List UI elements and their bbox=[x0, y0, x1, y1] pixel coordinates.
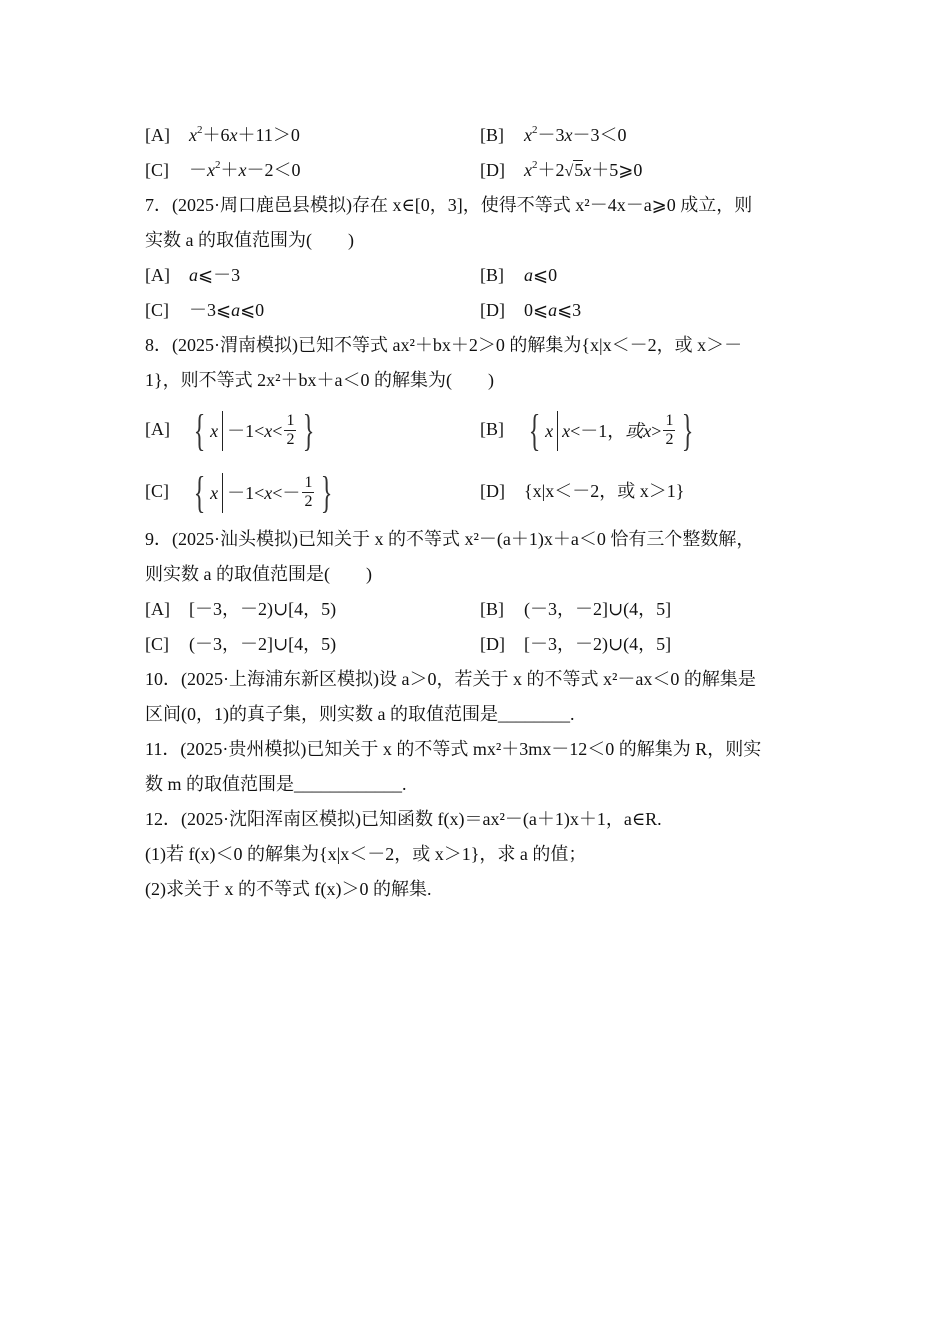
q7-option-b[interactable] bbox=[480, 258, 557, 293]
option-text: －3⩽a⩽0 bbox=[189, 300, 265, 320]
q9-options-row-1 bbox=[145, 592, 810, 627]
option-text: $-x^2+x-2<0$ bbox=[189, 159, 301, 180]
option-label: [D] bbox=[480, 160, 505, 180]
q12-part-1-text: (1)若 f(x)＜0 的解集为{x|x＜－2，或 x＞1}，求 a 的值； bbox=[145, 844, 587, 864]
option-text: (－3，－2]∪[4，5) bbox=[189, 634, 337, 654]
q6-option-b[interactable] bbox=[480, 118, 627, 153]
option-label: [A] bbox=[145, 419, 170, 439]
q8-option-d[interactable] bbox=[480, 460, 684, 522]
document-page bbox=[145, 118, 810, 907]
q11-stem-text-2: 数 m 的取值范围是____________. bbox=[145, 774, 407, 794]
q12-part-2-text: (2)求关于 x 的不等式 f(x)＞0 的解集. bbox=[145, 879, 432, 899]
q8-stem-line-1 bbox=[145, 328, 810, 363]
option-label: [D] bbox=[480, 300, 505, 320]
q12-stem-line-1 bbox=[145, 802, 810, 837]
option-label: [A] bbox=[145, 599, 170, 619]
q6-option-c[interactable] bbox=[145, 153, 301, 188]
q11-stem-text: 11．(2025·贵州模拟)已知关于 x 的不等式 mx²＋3mx－12＜0 的解集为 R，则实 bbox=[145, 739, 762, 759]
q10-stem-text-2: 区间(0，1)的真子集，则实数 a 的取值范围是________. bbox=[145, 704, 575, 724]
q8-option-a[interactable] bbox=[145, 398, 320, 460]
q8-option-c[interactable] bbox=[145, 460, 338, 522]
option-label: [C] bbox=[145, 300, 169, 320]
q6-options-row-2 bbox=[145, 153, 810, 188]
option-label: [D] bbox=[480, 481, 505, 501]
q10-stem-line-1 bbox=[145, 662, 810, 697]
q12-stem-text: 12．(2025·沈阳浑南区模拟)已知函数 f(x)＝ax²－(a＋1)x＋1，a∈R. bbox=[145, 809, 662, 829]
q9-option-c[interactable] bbox=[145, 627, 336, 662]
q8-stem-text-2: 1}，则不等式 2x²＋bx＋a＜0 的解集为( ) bbox=[145, 370, 495, 390]
q6-options-row-1 bbox=[145, 118, 810, 153]
q11-stem-line-1 bbox=[145, 732, 810, 767]
q6-option-a[interactable] bbox=[145, 118, 300, 153]
q7-options-row-2 bbox=[145, 293, 810, 328]
option-text: (－3，－2]∪(4，5] bbox=[524, 599, 672, 619]
q7-stem-line-1 bbox=[145, 188, 810, 223]
q12-part-1 bbox=[145, 837, 810, 872]
set-expression: { x －1<x< $\frac{1}{2}$ } bbox=[193, 405, 315, 455]
q9-stem-text: 9．(2025·汕头模拟)已知关于 x 的不等式 x²－(a＋1)x＋a＜0 恰有三个整数解， bbox=[145, 529, 755, 549]
option-label: [B] bbox=[480, 265, 504, 285]
q8-option-b[interactable] bbox=[480, 398, 699, 460]
q7-options-row-1 bbox=[145, 258, 810, 293]
option-text: $x^2+2√5x+5⩾0$ bbox=[524, 159, 643, 180]
option-label: [A] bbox=[145, 125, 170, 145]
option-text: [－3，－2)∪(4，5] bbox=[524, 634, 672, 654]
q9-stem-line-1 bbox=[145, 522, 810, 557]
q8-options-row-2 bbox=[145, 460, 810, 522]
q9-option-d[interactable] bbox=[480, 627, 671, 662]
option-text: [－3，－2)∪[4，5) bbox=[189, 599, 337, 619]
option-text: $x^2+6x+11>0$ bbox=[189, 124, 300, 145]
option-text: $x^2-3x-3<0$ bbox=[524, 124, 627, 145]
q6-option-d[interactable] bbox=[480, 153, 642, 189]
q8-options-row-1 bbox=[145, 398, 810, 460]
option-label: [B] bbox=[480, 419, 504, 439]
option-text: 0⩽a⩽3 bbox=[524, 300, 582, 320]
q10-stem-text: 10．(2025·上海浦东新区模拟)设 a＞0，若关于 x 的不等式 x²－ax＜0 的解集是 bbox=[145, 669, 756, 689]
set-expression: { x －1<x<－ $\frac{1}{2}$ } bbox=[193, 467, 333, 517]
option-text: a⩽0 bbox=[524, 265, 558, 285]
q9-stem-text-2: 则实数 a 的取值范围是( ) bbox=[145, 564, 372, 584]
q7-option-a[interactable] bbox=[145, 258, 240, 293]
q11-stem-line-2 bbox=[145, 767, 810, 802]
q10-stem-line-2 bbox=[145, 697, 810, 732]
option-text: a⩽－3 bbox=[189, 265, 241, 285]
q9-option-b[interactable] bbox=[480, 592, 671, 627]
q7-option-c[interactable] bbox=[145, 293, 264, 328]
q7-stem-text-2: 实数 a 的取值范围为( ) bbox=[145, 230, 354, 250]
option-label: [C] bbox=[145, 481, 169, 501]
q7-stem-line-2 bbox=[145, 223, 810, 258]
option-label: [C] bbox=[145, 160, 169, 180]
option-label: [C] bbox=[145, 634, 169, 654]
q12-part-2 bbox=[145, 872, 810, 907]
q9-stem-line-2 bbox=[145, 557, 810, 592]
q7-option-d[interactable] bbox=[480, 293, 581, 328]
option-label: [D] bbox=[480, 634, 505, 654]
option-label: [B] bbox=[480, 599, 504, 619]
option-label: [B] bbox=[480, 125, 504, 145]
q8-stem-text: 8．(2025·渭南模拟)已知不等式 ax²＋bx＋2＞0 的解集为{x|x＜－2，或 x＞－ bbox=[145, 335, 743, 355]
q8-stem-line-2 bbox=[145, 363, 810, 398]
q7-stem-text: 7．(2025·周口鹿邑县模拟)存在 x∈[0，3]，使得不等式 x²－4x－a⩾0 成立，则 bbox=[145, 195, 753, 215]
option-text: {x|x＜－2，或 x＞1} bbox=[524, 481, 685, 501]
q9-options-row-2 bbox=[145, 627, 810, 662]
q9-option-a[interactable] bbox=[145, 592, 336, 627]
option-label: [A] bbox=[145, 265, 170, 285]
set-expression: { x x<－1，或x> $\frac{1}{2}$ } bbox=[528, 405, 694, 455]
